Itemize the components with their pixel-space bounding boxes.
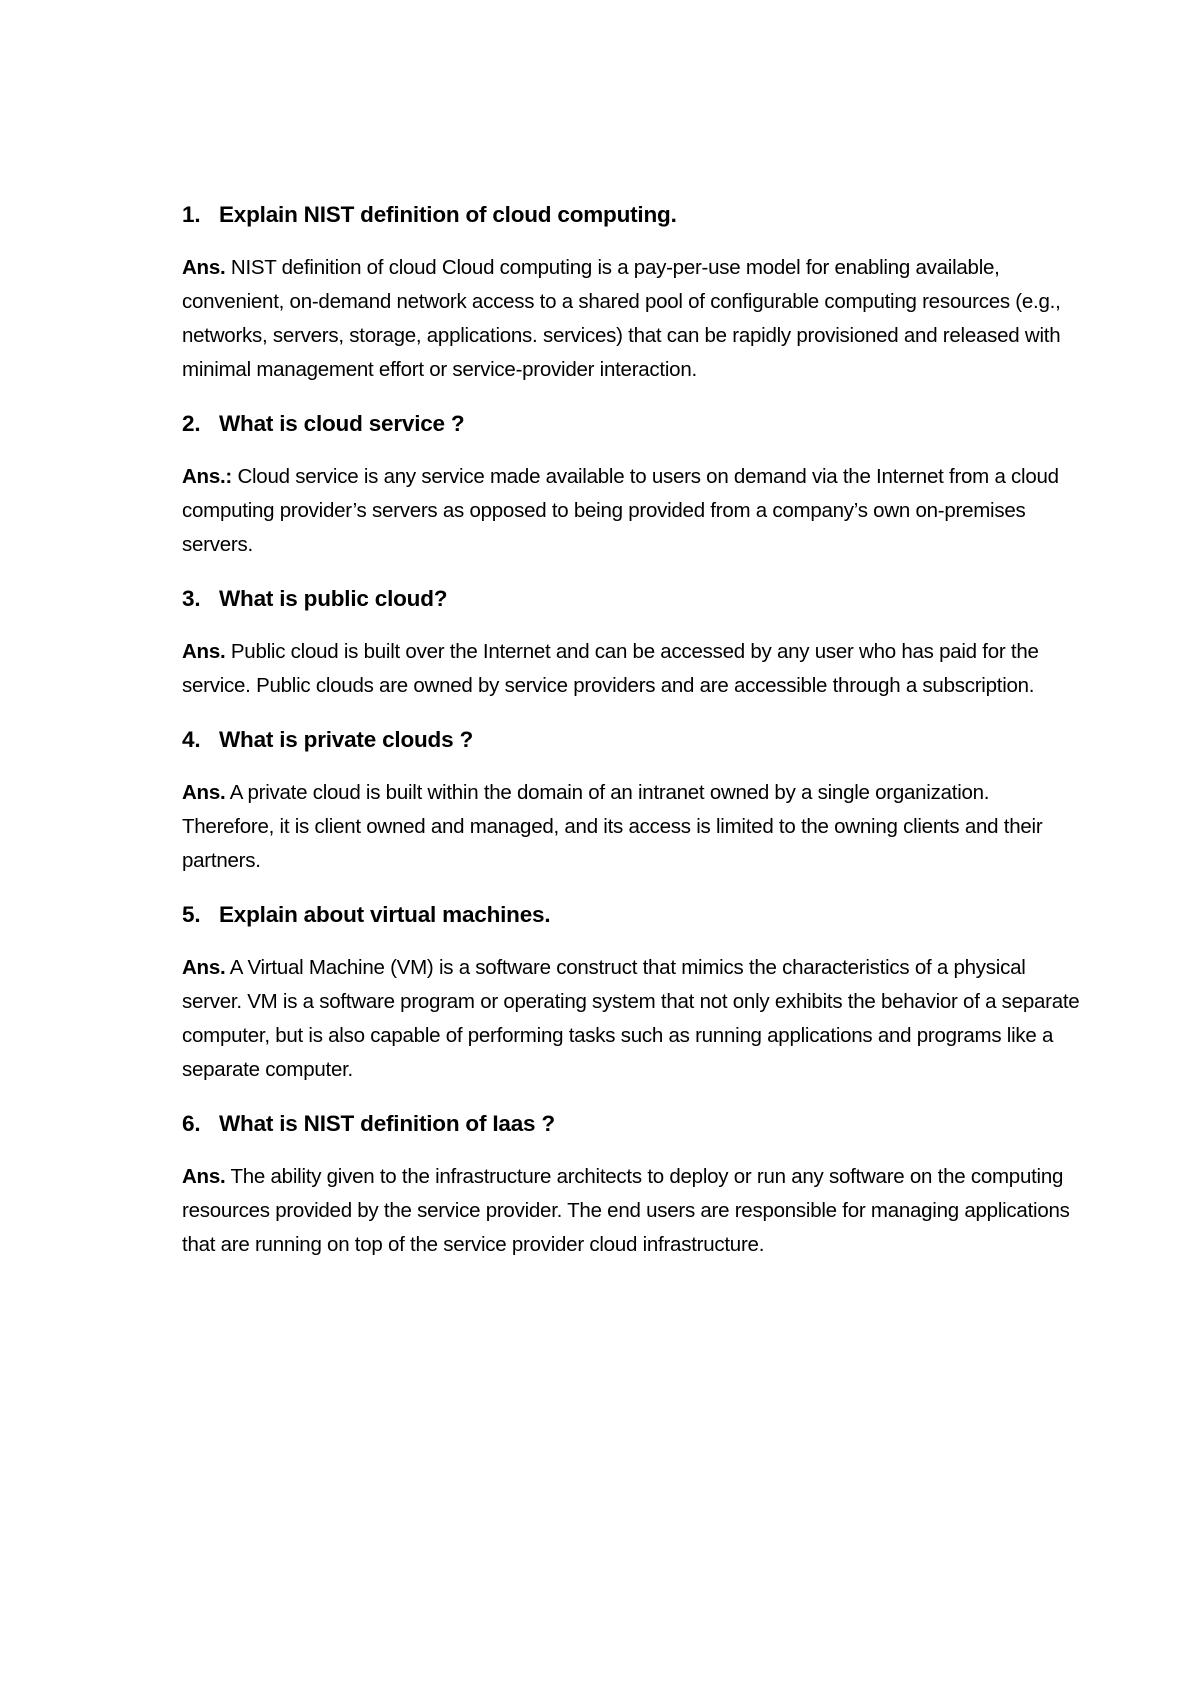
- answer-paragraph: [182, 776, 1082, 878]
- answer-text: The ability given to the infrastructure architects to deploy or run any software on the computing resources provided by the service provider. The end users are responsible for managing applications that are running on top of the service provider cloud infrastructure.: [182, 1165, 1070, 1256]
- question-text: Explain NIST definition of cloud computing.: [219, 202, 677, 227]
- question-text: What is public cloud?: [219, 586, 448, 611]
- question-text: What is cloud service ?: [219, 411, 465, 436]
- qa-list: [182, 198, 1082, 1282]
- answer-label: Ans.: [182, 956, 226, 979]
- question-number: 6.: [182, 1111, 201, 1136]
- answer-paragraph: [182, 1160, 1082, 1262]
- answer-paragraph: [182, 951, 1082, 1087]
- answer-label: Ans.: [182, 256, 226, 279]
- qa-item-2: [182, 407, 1082, 562]
- answer-paragraph: [182, 635, 1082, 703]
- question-heading: [182, 407, 1082, 441]
- question-number: 4.: [182, 727, 201, 752]
- question-heading: [182, 898, 1082, 932]
- answer-label: Ans.:: [182, 465, 232, 488]
- question-text: What is private clouds ?: [219, 727, 473, 752]
- question-number: 5.: [182, 902, 201, 927]
- answer-text: A private cloud is built within the domain of an intranet owned by a single organization. Therefore, it is client owned and managed, and its access is limited to the owning clients and their partners.: [182, 781, 1043, 872]
- qa-item-4: [182, 723, 1082, 878]
- question-number: 1.: [182, 202, 201, 227]
- answer-label: Ans.: [182, 781, 226, 804]
- answer-paragraph: [182, 460, 1082, 562]
- qa-item-1: [182, 198, 1082, 387]
- qa-item-5: [182, 898, 1082, 1087]
- question-heading: [182, 1107, 1082, 1141]
- question-heading: [182, 723, 1082, 757]
- question-number: 2.: [182, 411, 201, 436]
- question-number: 3.: [182, 586, 201, 611]
- question-text: Explain about virtual machines.: [219, 902, 551, 927]
- qa-item-3: [182, 582, 1082, 703]
- answer-paragraph: [182, 251, 1082, 387]
- question-text: What is NIST definition of Iaas ?: [219, 1111, 555, 1136]
- answer-text: A Virtual Machine (VM) is a software construct that mimics the characteristics of a physical server. VM is a software program or operating system that not only exhibits the behavior of a separate computer, but is also capable of performing tasks such as running applications and programs like a separate computer.: [182, 956, 1080, 1081]
- question-heading: [182, 582, 1082, 616]
- answer-text: Cloud service is any service made available to users on demand via the Internet from a cloud computing provider’s servers as opposed to being provided from a company’s own on-premises servers.: [182, 465, 1059, 556]
- answer-text: Public cloud is built over the Internet and can be accessed by any user who has paid for the service. Public clouds are owned by service providers and are accessible through a subscription.: [182, 640, 1039, 697]
- answer-text: NIST definition of cloud Cloud computing is a pay-per-use model for enabling available, convenient, on-demand network access to a shared pool of configurable computing resources (e.g., networks, servers, storage, applications. services) that can be rapidly provisioned and released with minimal management effort or service-provider interaction.: [182, 256, 1061, 381]
- qa-item-6: [182, 1107, 1082, 1262]
- answer-label: Ans.: [182, 640, 226, 663]
- answer-label: Ans.: [182, 1165, 226, 1188]
- question-heading: [182, 198, 1082, 232]
